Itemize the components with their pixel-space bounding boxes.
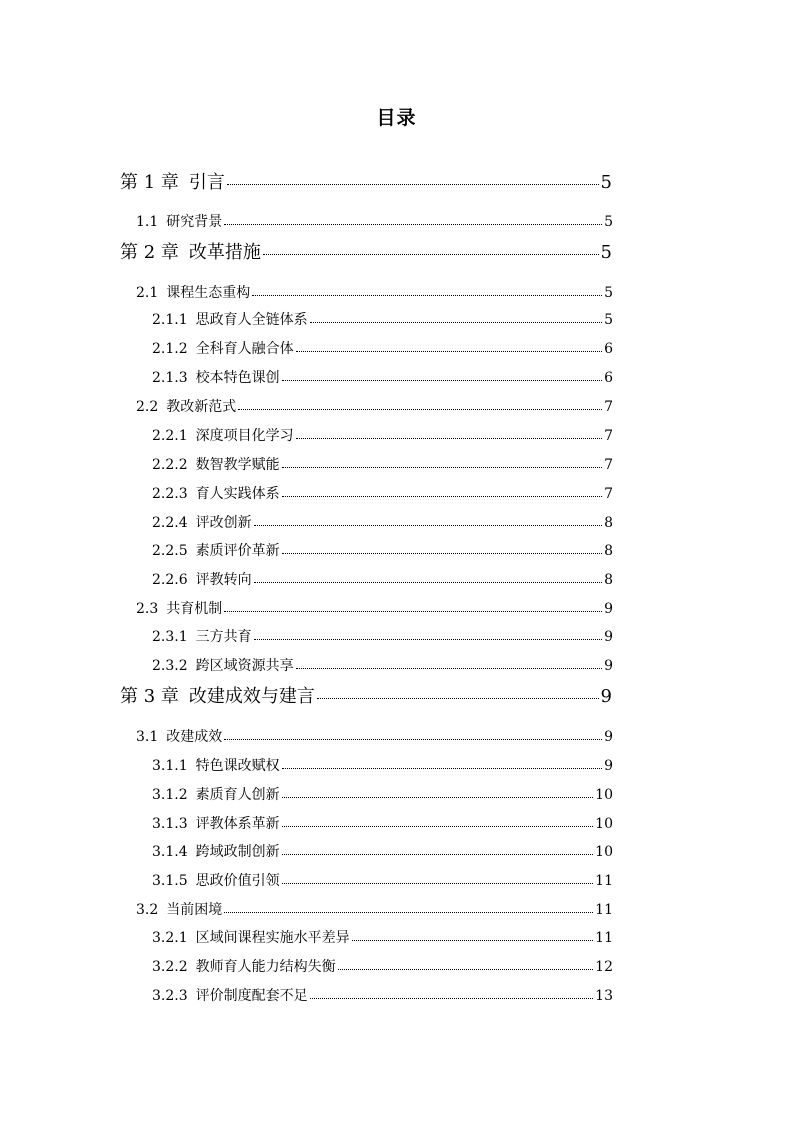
toc-entry-section[interactable] [136, 394, 613, 420]
toc-entry-page-number: 11 [595, 930, 613, 946]
dot-leader [310, 997, 594, 999]
dot-leader [317, 697, 599, 699]
toc-entry-sub[interactable] [152, 538, 613, 564]
toc-entry-chapter[interactable] [120, 240, 612, 266]
toc-entry-number: 2.2.5 [152, 543, 188, 559]
dot-leader [224, 738, 602, 740]
toc-entry-label: 区域间课程实施水平差异 [195, 930, 350, 946]
toc-entry-label: 改建成效 [166, 729, 223, 745]
toc-entry-label: 改革措施 [188, 242, 261, 263]
toc-entry-label: 评改创新 [195, 515, 252, 531]
toc-entry-sub[interactable] [152, 452, 613, 478]
dot-leader [282, 552, 602, 554]
page-title: 目录 [376, 107, 417, 129]
toc-entry-section[interactable] [136, 280, 613, 306]
toc-entry-page-number: 7 [604, 457, 613, 473]
dot-leader [282, 796, 594, 798]
toc-entry-number: 2.3 [136, 601, 159, 617]
dot-leader [296, 350, 602, 352]
toc-entry-label: 深度项目化学习 [195, 428, 294, 444]
toc-entry-sub[interactable] [152, 653, 613, 679]
dot-leader [296, 667, 602, 669]
toc-entry-number: 2.2 [136, 399, 159, 415]
toc-entry-sub[interactable] [152, 510, 613, 536]
toc-entry-sub[interactable] [152, 983, 613, 1009]
toc-entry-number: 2.3.1 [152, 629, 188, 645]
dot-leader [224, 610, 602, 612]
toc-entry-sub[interactable] [152, 839, 613, 865]
toc-entry-number: 第 2 章 [120, 242, 179, 263]
toc-entry-label: 当前困境 [166, 902, 223, 918]
toc-entry-page-number: 5 [604, 312, 613, 328]
dot-leader [254, 581, 602, 583]
toc-entry-label: 教师育人能力结构失衡 [195, 959, 336, 975]
dot-leader [252, 294, 602, 296]
toc-entry-label: 课程生态重构 [166, 285, 251, 301]
toc-entry-number: 2.1.1 [152, 312, 188, 328]
toc-entry-number: 3.2.1 [152, 930, 188, 946]
dot-leader [282, 495, 602, 497]
toc-entry-label: 评价制度配套不足 [195, 988, 308, 1004]
toc-entry-number: 3.1 [136, 729, 159, 745]
toc-entry-section[interactable] [136, 596, 613, 622]
toc-entry-chapter[interactable] [120, 684, 612, 710]
toc-entry-sub[interactable] [152, 954, 613, 980]
toc-entry-page-number: 5 [600, 172, 612, 193]
toc-entry-label: 评教转向 [195, 572, 252, 588]
toc-entry-sub[interactable] [152, 365, 613, 391]
toc-entry-number: 2.2.4 [152, 515, 188, 531]
toc-entry-number: 3.2 [136, 902, 159, 918]
dot-leader [254, 524, 602, 526]
toc-entry-section[interactable] [136, 724, 613, 750]
toc-entry-number: 第 1 章 [120, 172, 179, 193]
dot-leader [263, 253, 599, 255]
toc-entry-page-number: 10 [595, 787, 613, 803]
dot-leader [238, 408, 602, 410]
toc-entry-page-number: 5 [604, 214, 613, 230]
dot-leader [282, 466, 602, 468]
toc-entry-label: 教改新范式 [166, 399, 237, 415]
toc-entry-page-number: 9 [604, 629, 613, 645]
toc-entry-number: 3.1.5 [152, 873, 188, 889]
toc-entry-sub[interactable] [152, 925, 613, 951]
toc-entry-label: 引言 [188, 172, 225, 193]
toc-entry-number: 2.1.3 [152, 370, 188, 386]
toc-entry-sub[interactable] [152, 753, 613, 779]
toc-entry-page-number: 7 [604, 399, 613, 415]
dot-leader [282, 825, 594, 827]
toc-entry-page-number: 11 [595, 873, 613, 889]
toc-entry-label: 育人实践体系 [195, 486, 280, 502]
dot-leader [227, 183, 599, 185]
toc-entry-label: 共育机制 [166, 601, 223, 617]
toc-entry-section[interactable] [136, 209, 613, 235]
toc-entry-number: 3.1.4 [152, 844, 188, 860]
dot-leader [254, 638, 602, 640]
toc-entry-number: 2.3.2 [152, 658, 188, 674]
toc-entry-sub[interactable] [152, 336, 613, 362]
toc-entry-label: 思政价值引领 [195, 873, 280, 889]
dot-leader [352, 939, 594, 941]
toc-entry-section[interactable] [136, 897, 613, 923]
toc-entry-sub[interactable] [152, 782, 613, 808]
toc-entry-page-number: 12 [595, 959, 613, 975]
toc-entry-number: 2.2.2 [152, 457, 188, 473]
toc-entry-label: 评教体系革新 [195, 816, 280, 832]
toc-entry-page-number: 13 [595, 988, 613, 1004]
toc-entry-page-number: 8 [604, 515, 613, 531]
toc-entry-label: 思政育人全链体系 [195, 312, 308, 328]
toc-entry-page-number: 9 [604, 601, 613, 617]
toc-entry-number: 2.2.3 [152, 486, 188, 502]
toc-entry-number: 2.2.6 [152, 572, 188, 588]
toc-entry-sub[interactable] [152, 567, 613, 593]
toc-entry-sub[interactable] [152, 307, 613, 333]
toc-entry-sub[interactable] [152, 868, 613, 894]
toc-entry-page-number: 6 [604, 341, 613, 357]
dot-leader [224, 911, 593, 913]
toc-entry-label: 数智教学赋能 [195, 457, 280, 473]
toc-entry-number: 3.1.3 [152, 816, 188, 832]
toc-entry-number: 2.2.1 [152, 428, 188, 444]
toc-entry-page-number: 9 [604, 658, 613, 674]
toc-entry-page-number: 9 [600, 686, 612, 707]
toc-entry-sub[interactable] [152, 423, 613, 449]
toc-entry-page-number: 10 [595, 816, 613, 832]
dot-leader [282, 882, 594, 884]
dot-leader [296, 437, 602, 439]
toc-entry-label: 素质育人创新 [195, 787, 280, 803]
toc-entry-page-number: 9 [604, 758, 613, 774]
toc-entry-page-number: 10 [595, 844, 613, 860]
dot-leader [224, 223, 602, 225]
toc-entry-page-number: 7 [604, 428, 613, 444]
dot-leader [282, 767, 602, 769]
toc-entry-sub[interactable] [152, 481, 613, 507]
toc-entry-number: 第 3 章 [120, 686, 179, 707]
toc-entry-number: 3.1.1 [152, 758, 188, 774]
toc-entry-label: 素质评价革新 [195, 543, 280, 559]
toc-entry-page-number: 5 [604, 285, 613, 301]
toc-entry-page-number: 7 [604, 486, 613, 502]
dot-leader [310, 321, 602, 323]
toc-entry-label: 跨域政制创新 [195, 844, 280, 860]
dot-leader [282, 379, 602, 381]
toc-entry-label: 全科育人融合体 [195, 341, 294, 357]
toc-entry-page-number: 5 [600, 242, 612, 263]
toc-entry-number: 1.1 [136, 214, 159, 230]
toc-entry-label: 特色课改赋权 [195, 758, 280, 774]
toc-entry-page-number: 8 [604, 543, 613, 559]
toc-entry-label: 三方共育 [195, 629, 252, 645]
toc-entry-number: 3.2.2 [152, 959, 188, 975]
dot-leader [338, 968, 594, 970]
toc-entry-number: 3.1.2 [152, 787, 188, 803]
toc-entry-sub[interactable] [152, 624, 613, 650]
toc-entry-label: 校本特色课创 [195, 370, 280, 386]
toc-entry-label: 研究背景 [166, 214, 223, 230]
toc-entry-chapter[interactable] [120, 170, 612, 196]
dot-leader [282, 853, 594, 855]
toc-entry-number: 3.2.3 [152, 988, 188, 1004]
toc-entry-page-number: 9 [604, 729, 613, 745]
toc-entry-page-number: 8 [604, 572, 613, 588]
toc-entry-number: 2.1 [136, 285, 159, 301]
toc-entry-page-number: 6 [604, 370, 613, 386]
toc-entry-label: 改建成效与建言 [188, 686, 315, 707]
toc-entry-page-number: 11 [595, 902, 613, 918]
toc-entry-number: 2.1.2 [152, 341, 188, 357]
toc-entry-label: 跨区域资源共享 [195, 658, 294, 674]
toc-entry-sub[interactable] [152, 811, 613, 837]
